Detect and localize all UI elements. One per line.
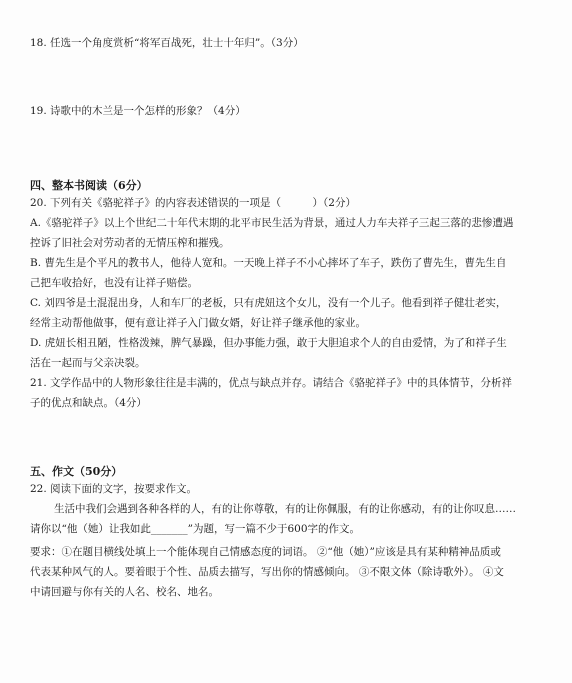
question-19: 19. 诗歌中的木兰是一个怎样的形象？（4分）	[30, 105, 246, 117]
question-20-option-b: B. 曹先生是个平凡的教书人，他待人宽和。一天晚上祥子不小心摔坏了车子，跌伤了曹先生，曹先生自	[30, 257, 507, 269]
question-18: 18. 任选一个角度赏析“将军百战死，壮士十年归”。（3分）	[30, 37, 304, 49]
section-4-title: 四、整本书阅读（6分）	[30, 179, 148, 192]
question-20-option-d: D. 虎妞长相丑陋，性格泼辣，脾气暴躁，但办事能力强，敢于大胆追求个人的自由爱情，为了和祥子生	[30, 337, 507, 349]
question-20-option-c-cont: 经常主动帮他做事，便有意让祥子入门做女婿，好让祥子继承他的家业。	[30, 317, 366, 329]
question-21-cont: 子的优点和缺点。（4分）	[30, 397, 147, 409]
question-20-option-d-cont: 活在一起而与父亲决裂。	[30, 357, 146, 369]
question-20-option-a: A.《骆驼祥子》以上个世纪二十年代末期的北平市民生活为背景，通过人力车夫祥子三起三落的悲惨遭遇	[30, 217, 514, 229]
question-22-requirement-2: 代表某种风气的人。要着眼于个性、品质去描写，写出你的情感倾向。 ③不限文体（除诗歌外）。 ④文	[30, 566, 504, 578]
question-22-paragraph-2: 请你以“他（她）让我如此_______”为题，写一篇不少于600字的作文。	[30, 523, 361, 535]
question-22-paragraph-1: 生活中我们会遇到各种各样的人，有的让你尊敬，有的让你佩服，有的让你感动，有的让你叹息……	[54, 503, 516, 515]
question-20-option-c: C. 刘四爷是土混混出身，人和车厂的老板，只有虎妞这个女儿，没有一个儿子。他看到祥子健壮老实，	[30, 297, 507, 309]
question-21: 21. 文学作品中的人物形象往往是丰满的，优点与缺点并存。请结合《骆驼祥子》中的具体情节，分析祥	[30, 377, 513, 389]
question-22-requirement-3: 中请回避与你有关的人名、校名、地名。	[30, 586, 219, 598]
question-20-stem: 20. 下列有关《骆驼祥子》的内容表述错误的一项是（ ）（2分）	[30, 197, 356, 209]
question-22-requirement-1: 要求：①在题目横线处填上一个能体现自己情感态度的词语。 ②“他（她）”应该是具有某种精神品质或	[30, 546, 501, 558]
question-20-option-b-cont: 己把车收拾好，也没有让祥子赔偿。	[30, 277, 198, 289]
section-5-title: 五、作文（50分）	[30, 465, 123, 478]
question-22-stem: 22. 阅读下面的文字，按要求作文。	[30, 483, 198, 495]
question-20-option-a-cont: 控诉了旧社会对劳动者的无情压榨和摧残。	[30, 237, 230, 249]
